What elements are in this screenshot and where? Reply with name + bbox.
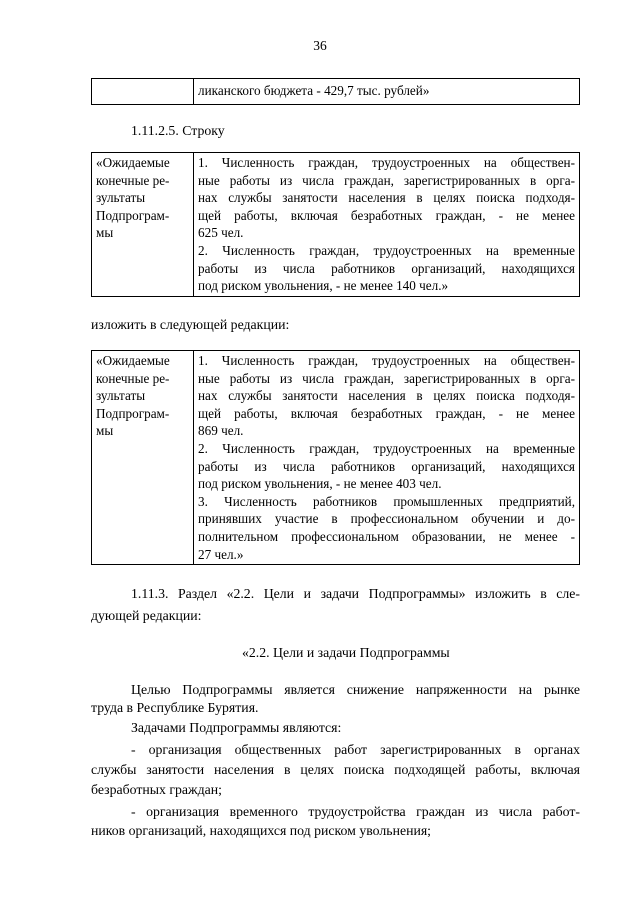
content-line: ные работы из числа граждан, зарегистрированных в орга- xyxy=(198,370,575,386)
label-line: Подпрограм- xyxy=(96,207,170,223)
list-item-2-line2: ников организаций, находящихся под риском увольнения; xyxy=(91,823,432,838)
content-line: работы из числа работников организаций, находящихся xyxy=(198,458,575,474)
label-line: мы xyxy=(96,423,114,439)
content-line: нах службы занятости населения в целях поиска подходя- xyxy=(198,388,575,404)
content-line: ные работы из числа граждан, зарегистрированных в орга- xyxy=(198,172,575,188)
paragraph-section-line1: 1.11.3. Раздел «2.2. Цели и задачи Подпрограммы» изложить в сле- xyxy=(131,586,580,601)
table-cell-label xyxy=(92,351,194,565)
content-line: полнительном профессиональном образовании, не менее - xyxy=(198,528,575,544)
label-line: конечные ре- xyxy=(96,172,170,188)
content-line: 1. Численность граждан, трудоустроенных на общеcтвен- xyxy=(198,353,575,368)
content-line: нах службы занятости населения в целях поиска подходя- xyxy=(198,190,575,206)
content-line: 2. Численность граждан, трудоустроенных на временные xyxy=(198,242,575,258)
content-line: 2. Численность граждан, трудоустроенных на временные xyxy=(198,440,575,456)
table-old-row xyxy=(91,152,580,297)
paragraph-goal-line1: Целью Подпрограммы является снижение напряженности на рынке xyxy=(131,682,580,697)
label-line: конечные ре- xyxy=(96,370,170,386)
content-line: щей работы, включая безработных граждан, - не менее xyxy=(198,405,575,421)
content-line: 625 чел. xyxy=(198,225,244,241)
content-line: под риском увольнения, - не менее 403 чел. xyxy=(198,476,442,492)
label-line: «Ожидаемые xyxy=(96,155,170,170)
list-item-1-line3: безработных граждан; xyxy=(91,782,222,797)
list-item-1-line1: - организация общественных работ зарегистрированных в органах xyxy=(131,742,580,757)
paragraph-replace-row: 1.11.2.5. Строку xyxy=(131,123,225,138)
label-line: зультаты xyxy=(96,190,146,206)
label-line: Подпрограм- xyxy=(96,405,170,421)
table-cell-budget: ликанского бюджета - 429,7 тыс. рублей» xyxy=(194,79,580,105)
list-item-1-line2: службы занятости населения в целях поиска подходящей работы, включая xyxy=(91,762,580,777)
content-line: под риском увольнения, - не менее 140 чел.» xyxy=(198,278,449,294)
table-cell-content xyxy=(194,153,580,297)
table-fragment-top xyxy=(91,78,580,105)
paragraph-tasks-intro: Задачами Подпрограммы являются: xyxy=(131,720,342,735)
content-line: 869 чел. xyxy=(198,423,244,439)
table-row xyxy=(92,79,580,105)
content-line: 3. Численность работников промышленных предприятий, xyxy=(198,493,575,509)
paragraph-new-edition: изложить в следующей редакции: xyxy=(91,317,290,332)
table-cell-label xyxy=(92,153,194,297)
label-line: «Ожидаемые xyxy=(96,353,170,368)
section-heading: «2.2. Цели и задачи Подпрограммы xyxy=(242,645,450,660)
table-cell-content xyxy=(194,351,580,565)
content-line: 1. Численность граждан, трудоустроенных на общеcтвен- xyxy=(198,155,575,170)
table-row xyxy=(92,351,580,565)
content-line: принявших участие в профессиональном обучении и до- xyxy=(198,511,575,527)
label-line: зультаты xyxy=(96,388,146,404)
table-cell-empty xyxy=(92,79,194,105)
content-line: щей работы, включая безработных граждан, - не менее xyxy=(198,207,575,223)
table-row xyxy=(92,153,580,297)
page-number: 36 xyxy=(313,38,327,53)
table-new-row xyxy=(91,350,580,565)
content-line: работы из числа работников организаций, находящихся xyxy=(198,260,575,276)
content-line: 27 чел.» xyxy=(198,546,244,562)
list-item-2-line1: - организация временного трудоустройства граждан из числа работ- xyxy=(131,804,580,819)
paragraph-goal-line2: труда в Республике Бурятия. xyxy=(91,700,259,715)
label-line: мы xyxy=(96,225,114,241)
paragraph-section-line2: дующей редакции: xyxy=(91,608,202,623)
